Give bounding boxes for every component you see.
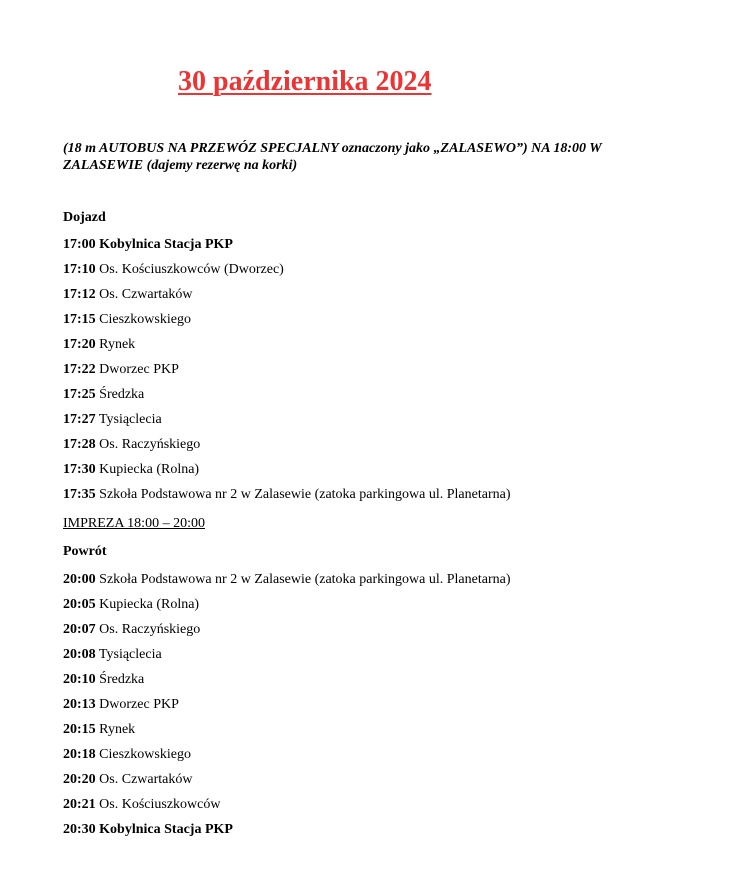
stop-name: Os. Raczyńskiego [99, 622, 201, 637]
stop-time: 20:08 [63, 647, 96, 662]
stop-time: 17:00 [63, 237, 96, 252]
stop-time: 20:00 [63, 572, 96, 587]
stop-time: 17:35 [63, 487, 96, 502]
stop-name: Kobylnica Stacja PKP [99, 822, 233, 837]
stop-time: 20:21 [63, 797, 96, 812]
stop-row [63, 572, 510, 597]
stop-time: 20:07 [63, 622, 96, 637]
stop-time: 20:15 [63, 722, 96, 737]
stop-name: Dworzec PKP [99, 697, 179, 712]
stop-time: 17:22 [63, 362, 96, 377]
stop-name: Kobylnica Stacja PKP [99, 237, 233, 252]
stop-row [63, 597, 510, 622]
stop-row [63, 822, 510, 847]
stop-name: Dworzec PKP [99, 362, 179, 377]
bus-note: (18 m AUTOBUS NA PRZEWÓZ SPECJALNY oznaczony jako „ZALASEWO”) NA 18:00 W ZALASEWIE (dajemy rezerwę na korki) [63, 141, 602, 173]
return-stop-list [63, 572, 510, 847]
stop-row [63, 647, 510, 672]
stop-row [63, 337, 510, 362]
stop-name: Cieszkowskiego [99, 312, 191, 327]
stop-row [63, 622, 510, 647]
stop-name: Tysiąclecia [98, 412, 162, 427]
stop-time: 20:18 [63, 747, 96, 762]
stop-name: Os. Raczyńskiego [99, 437, 201, 452]
stop-name: Kupiecka (Rolna) [99, 462, 200, 477]
stop-time: 17:28 [63, 437, 96, 452]
stop-name: Kupiecka (Rolna) [99, 597, 200, 612]
stop-row [63, 672, 510, 697]
outbound-stop-list [63, 237, 510, 512]
stop-name: Średzka [99, 672, 145, 687]
stop-time: 17:25 [63, 387, 96, 402]
date-title: 30 października 2024 [178, 66, 432, 97]
stop-row [63, 722, 510, 747]
stop-name: Szkoła Podstawowa nr 2 w Zalasewie (zatoka parkingowa ul. Planetarna) [99, 487, 511, 502]
stop-time: 17:30 [63, 462, 96, 477]
return-heading: Powrót [63, 544, 107, 559]
stop-time: 17:12 [63, 287, 96, 302]
stop-name: Tysiąclecia [98, 647, 162, 662]
stop-time: 20:13 [63, 697, 96, 712]
stop-time: 20:05 [63, 597, 96, 612]
stop-time: 20:10 [63, 672, 96, 687]
outbound-heading: Dojazd [63, 210, 106, 225]
stop-row [63, 362, 510, 387]
stop-name: Os. Kościuszkowców (Dworzec) [99, 262, 284, 277]
stop-row [63, 262, 510, 287]
stop-row [63, 287, 510, 312]
stop-row [63, 437, 510, 462]
stop-row [63, 462, 510, 487]
stop-name: Rynek [99, 337, 136, 352]
stop-time: 20:20 [63, 772, 96, 787]
stop-row [63, 772, 510, 797]
stop-time: 17:15 [63, 312, 96, 327]
stop-row [63, 312, 510, 337]
stop-time: 17:20 [63, 337, 96, 352]
event-time-heading: IMPREZA 18:00 – 20:00 [63, 516, 205, 531]
stop-row [63, 487, 510, 512]
stop-name: Rynek [99, 722, 136, 737]
stop-row [63, 747, 510, 772]
stop-row [63, 387, 510, 412]
stop-row [63, 412, 510, 437]
stop-time: 17:10 [63, 262, 96, 277]
stop-name: Os. Kościuszkowców [99, 797, 221, 812]
stop-name: Os. Czwartaków [99, 772, 193, 787]
stop-name: Średzka [99, 387, 145, 402]
stop-time: 17:27 [63, 412, 96, 427]
stop-time: 20:30 [63, 822, 96, 837]
stop-row [63, 697, 510, 722]
stop-name: Szkoła Podstawowa nr 2 w Zalasewie (zatoka parkingowa ul. Planetarna) [99, 572, 511, 587]
stop-row [63, 237, 510, 262]
stop-name: Os. Czwartaków [99, 287, 193, 302]
stop-row [63, 797, 510, 822]
stop-name: Cieszkowskiego [99, 747, 191, 762]
